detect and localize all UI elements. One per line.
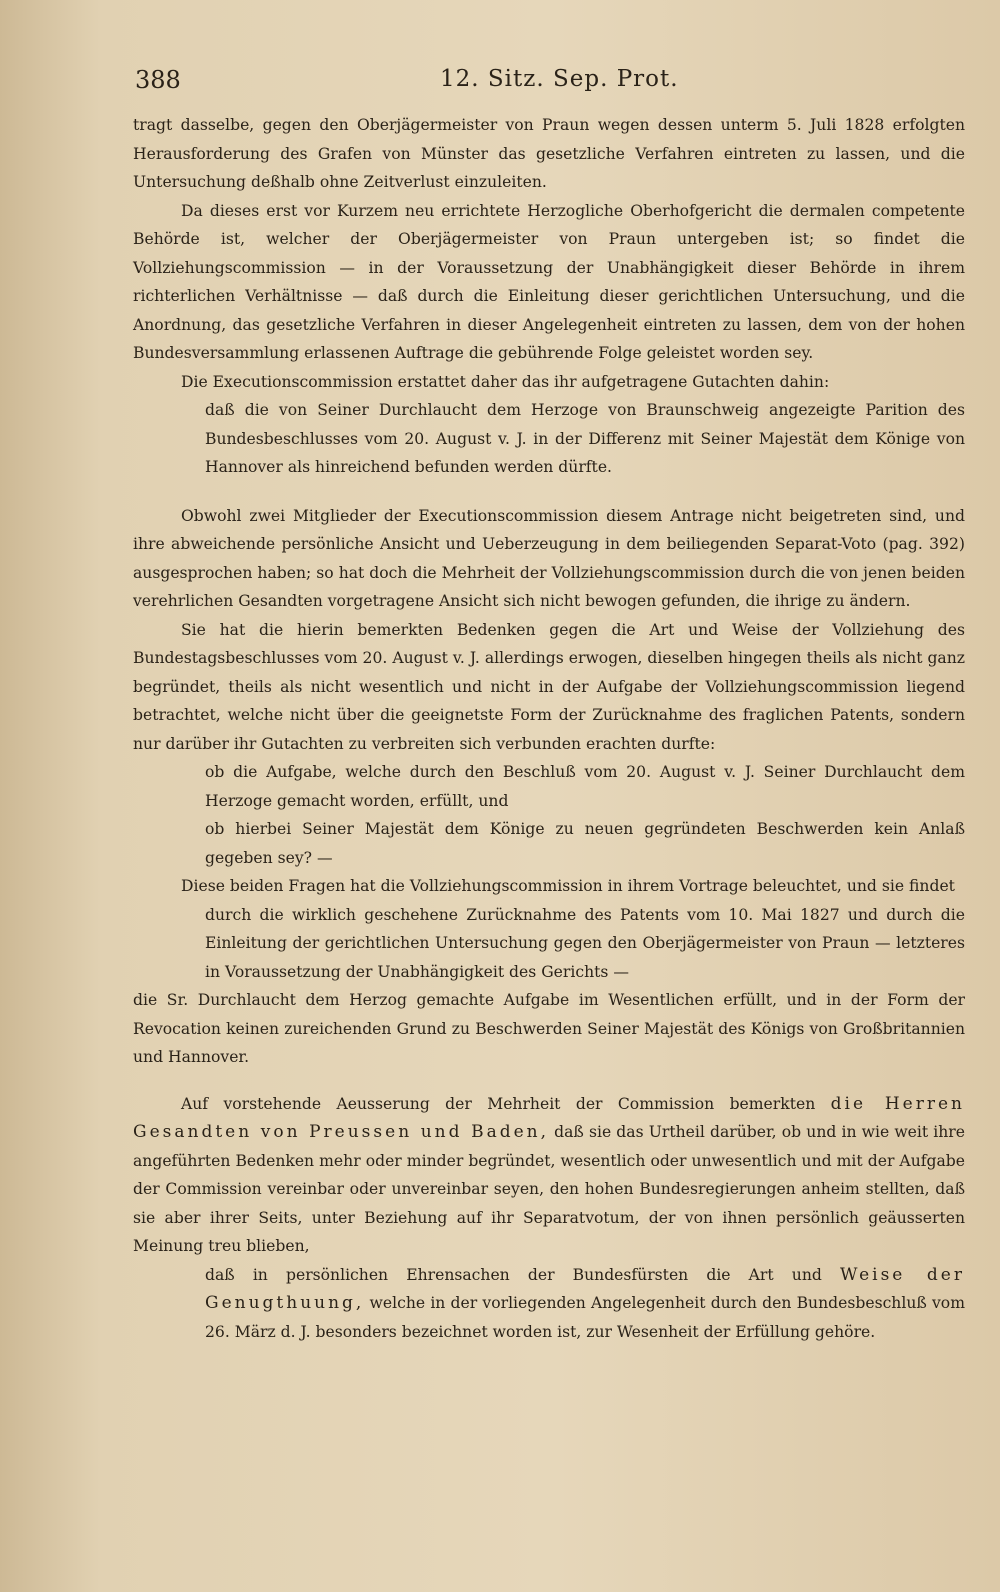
final-quote-rest: welche in der vorliegenden Angelegenheit durch den Bundesbeschluß vom 26. März d. J. besonders bezeichnet worden ist, zur Wesenheit der Erfüllung gehöre. (205, 1294, 965, 1341)
paragraph: Da dieses erst vor Kurzem neu errichtete Herzogliche Oberhofgericht die dermalen competente Behörde ist, welcher der Oberjägermeister von Praun untergeben ist; so findet die Vollziehungscommission — in der Voraussetzung der Unabhängigkeit dieser Behörde in ihrem richterlichen Verhältnisse — daß durch die Einleitung dieser gerichtlichen Untersuchung, und die Anordnung, das gesetzliche Verfahren in dieser Angelegenheit eintreten zu lassen, dem von der hohen Bundesversammlung erlassenen Auftrage die gebührende Folge geleistet worden sey. (133, 201, 965, 362)
final-paragraph-rest: daß sie das Urtheil darüber, ob und in wie weit ihre angeführten Bedenken mehr oder minder begründet, wesentlich oder unwesentlich und mit der Aufgabe der Commission vereinbar oder unvereinbar seyen, den hohen Bundesregierungen anheim stellten, daß sie aber ihrer Seits, unter Beziehung auf ihr Separatvotum, der von ihnen persönlich geäusserten Meinung treu blieben, (133, 1123, 965, 1255)
final-quote-lead: daß in persönlichen Ehrensachen der Bundesfürsten die Art und (205, 1265, 822, 1284)
indented-question: ob hierbei Seiner Majestät dem Könige zu neuen gegründeten Beschwerden kein Anlaß gegeben sey? — (205, 820, 965, 867)
indented-question: ob die Aufgabe, welche durch den Beschluß vom 20. August v. J. Seiner Durchlaucht dem Herzoge gemacht worden, erfüllt, und (205, 763, 965, 810)
running-head: 12. Sitz. Sep. Prot. (440, 66, 679, 92)
final-paragraph-emphasis: die Herren Gesandten von Preussen und Baden, (133, 1093, 965, 1142)
final-quote-emphasis: Weise der Genugthuung, (205, 1264, 965, 1313)
final-quote (133, 1261, 965, 1347)
page-number: 388 (135, 66, 181, 94)
indented-finding: durch die wirklich geschehene Zurücknahme des Patents vom 10. Mai 1827 und durch die Einleitung der gerichtlichen Untersuchung gegen den Oberjägermeister von Praun — letzteres in Voraussetzung der Unabhängigkeit des Gerichts — (205, 905, 965, 981)
paragraph: Obwohl zwei Mitglieder der Executionscommission diesem Antrage nicht beigetreten sind, und ihre abweichende persönliche Ansicht und Ueberzeugung in dem beiliegenden Separat-Voto (pag. 392) ausgesprochen haben; so hat doch die Mehrheit der Vollziehungscommission durch die von jenen beiden verehrlichen Gesandten vorgetragene Ansicht sich nicht bewogen gefunden, die ihrige zu ändern. (133, 506, 965, 610)
final-paragraph-lead: Auf vorstehende Aeusserung der Mehrheit der Commission bemerkten (181, 1094, 816, 1113)
paragraph: tragt dasselbe, gegen den Oberjägermeister von Praun wegen dessen unterm 5. Juli 1828 erfolgten Herausforderung des Grafen von Münster das gesetzliche Verfahren eintreten zu lassen, und die Untersuchung deßhalb ohne Zeitverlust einzuleiten. (133, 116, 965, 191)
body-text (133, 111, 965, 1346)
indented-resolution: daß die von Seiner Durchlaucht dem Herzoge von Braunschweig angezeigte Parition des Bundesbeschlusses vom 20. August v. J. in der Differenz mit Seiner Majestät dem Könige von Hannover als hinreichend befunden werden dürfte. (205, 401, 965, 476)
paragraph: Diese beiden Fragen hat die Vollziehungscommission in ihrem Vortrage beleuchtet, und sie findet (181, 877, 955, 895)
paragraph: Die Executionscommission erstattet daher das ihr aufgetragene Gutachten dahin: (181, 372, 830, 391)
paragraph: die Sr. Durchlaucht dem Herzog gemachte Aufgabe im Wesentlichen erfüllt, und in der Form der Revocation keinen zureichenden Grund zu Beschwerden Seiner Majestät des Königs von Großbritannien und Hannover. (133, 991, 965, 1066)
final-paragraph (133, 1090, 965, 1261)
page-header (0, 66, 1000, 106)
paragraph: Sie hat die hierin bemerkten Bedenken gegen die Art und Weise der Vollziehung des Bundestagsbeschlusses vom 20. August v. J. allerdings erwogen, dieselben hingegen theils als nicht ganz begründet, theils als nicht wesentlich und nicht in der Aufgabe der Vollziehungscommission liegend betrachtet, welche nicht über die geeignetste Form der Zurücknahme des fraglichen Patents, sondern nur darüber ihr Gutachten zu verbreiten sich verbunden erachten durfte: (133, 620, 965, 753)
